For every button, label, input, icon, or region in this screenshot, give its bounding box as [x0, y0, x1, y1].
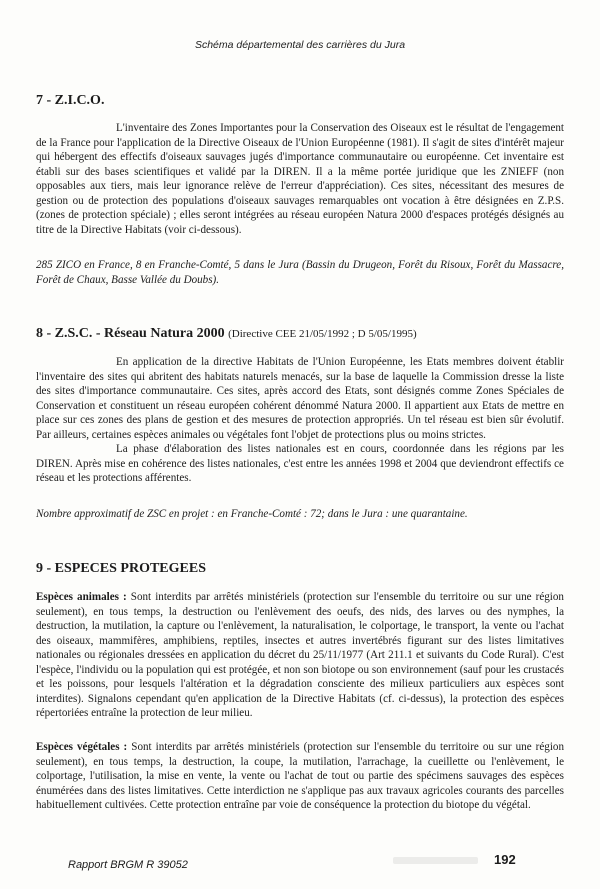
- zico-note: 285 ZICO en France, 8 en Franche-Comté, 5 dans le Jura (Bassin du Drugeon, Forêt du Risoux, Forêt du Massacre, Forêt de Chaux, Basse Vallée du Doubs).: [36, 259, 564, 286]
- zsc-paragraph-2: La phase d'élaboration des listes nationales est en cours, coordonnée dans les régions par les DIREN. Après mise en cohérence des listes nationales, c'est entre les années 1998 et 2004 que deviendront effectifs ce réseau et les protections afférentes.: [36, 443, 564, 484]
- section-title-especes: 9 - ESPECES PROTEGEES: [36, 561, 206, 576]
- plants-label: Espèces végétales :: [36, 741, 128, 753]
- zsc-directive-ref: (Directive CEE 21/05/1992 ; D 5/05/1995): [228, 328, 417, 340]
- plants-paragraph: [36, 740, 564, 813]
- especes-animales-block: [36, 590, 564, 721]
- zsc-paragraph-1: En application de la directive Habitats de l'Union Européenne, les Etats membres doivent établir l'inventaire des sites qui abritent des habitats naturels menacés, sur la base de laquelle la Commission dresse la liste des sites d'importance communautaire. Ces sites, après accord des Etats, sont désignés comme Zones Spéciales de Conservation et constituent un réseau européen cohérent dénommé Natura 2000. Il appartient aux Etats de mettre en place sur ces zones des plans de gestion et des mesures de protection appropriés. Un tel réseau est bien sûr évolutif. Par ailleurs, certaines espèces animales ou végétales font l'objet de protections plus ou moins strictes.: [36, 356, 564, 441]
- footer-faint-mark: [393, 857, 478, 864]
- section-title-zsc: [36, 326, 417, 342]
- zico-paragraph: L'inventaire des Zones Importantes pour la Conservation des Oiseaux est le résultat de l'engagement de la France pour l'application de la Directive Oiseaux de l'Union Européenne (1981). Il s'agit de sites d'intérêt majeur qui hébergent des effectifs d'oiseaux sauvages jugés d'importance communautaire ou européenne. Cet inventaire est établi sur des bases scientifiques et validé par la DIREN. Il a la même portée juridique que les ZNIEFF (non opposables aux tiers, mais leur ignorance relève de l'erreur d'appréciation). Ces sites, nécessitant des mesures de gestion ou de protection des populations d'oiseaux sauvages remarquables ont vocation à être désignées en Z.P.S. (zones de protection spéciale) ; elles seront intégrées au réseau européen Natura 2000 d'espaces protégés désignés au titre de la Directive Habitats (voir ci-dessous).: [36, 122, 564, 236]
- page-number: 192: [494, 852, 516, 867]
- footer-report-ref: Rapport BRGM R 39052: [68, 859, 188, 871]
- zsc-note: Nombre approximatif de ZSC en projet : en Franche-Comté : 72; dans le Jura : une quarantaine.: [36, 508, 468, 520]
- section-zico-body: [36, 121, 564, 237]
- zsc-title-text: 8 - Z.S.C. - Réseau Natura 2000: [36, 326, 225, 341]
- running-header: Schéma départemental des carrières du Jura: [194, 39, 406, 51]
- especes-vegetales-block: [36, 740, 564, 813]
- animals-paragraph: [36, 590, 564, 721]
- animals-text: Sont interdits par arrêtés ministériels (protection sur l'ensemble du territoire ou sur une région seulement), en tous temps, la destruction ou l'enlèvement des oeufs, des nids, des larves ou des nymphes, la destruction, la mutilation, la capture ou l'enlèvement, la naturalisation, le colportage, le transport, la vente ou l'achat des oiseaux, mammifères, amphibiens, reptiles, insectes et autres invertébrés figurant sur des listes limitatives nationales ou régionales dressées en application du décret du 25/11/1977 (Art 211.1 et suivants du Code Rural). C'est l'espèce, l'individu ou la population qui est protégée, et non son biotope ou son environnement (sauf pour les crustacés et les poissons, pour lesquels l'altération et la dégradation consciente des milieux particuliers aux espèces sont interdites). Signalons cependant qu'en application de la Directive Habitats (cf. ci-dessus), la protection des espèces répertoriées entraîne la protection de leur milieu.: [36, 591, 564, 719]
- plants-text: Sont interdits par arrêtés ministériels (protection sur l'ensemble du territoire ou sur une région seulement), en tous temps, la destruction, la coupe, la mutilation, l'arrachage, la cueillette ou l'enlèvement, le colportage, l'utilisation, la mise en vente, la vente ou l'achat de tout ou partie des spécimens sauvages des espèces énumérées dans des listes limitatives. Cette interdiction ne s'applique pas aux travaux agricoles courants des parcelles habituellement cultivées. Cette protection entraîne par voie de conséquence la protection du biotope du végétal.: [36, 741, 564, 811]
- section-title-zico: 7 - Z.I.C.O.: [36, 93, 105, 108]
- animals-label: Espèces animales :: [36, 591, 127, 603]
- section-zsc-body: [36, 355, 564, 486]
